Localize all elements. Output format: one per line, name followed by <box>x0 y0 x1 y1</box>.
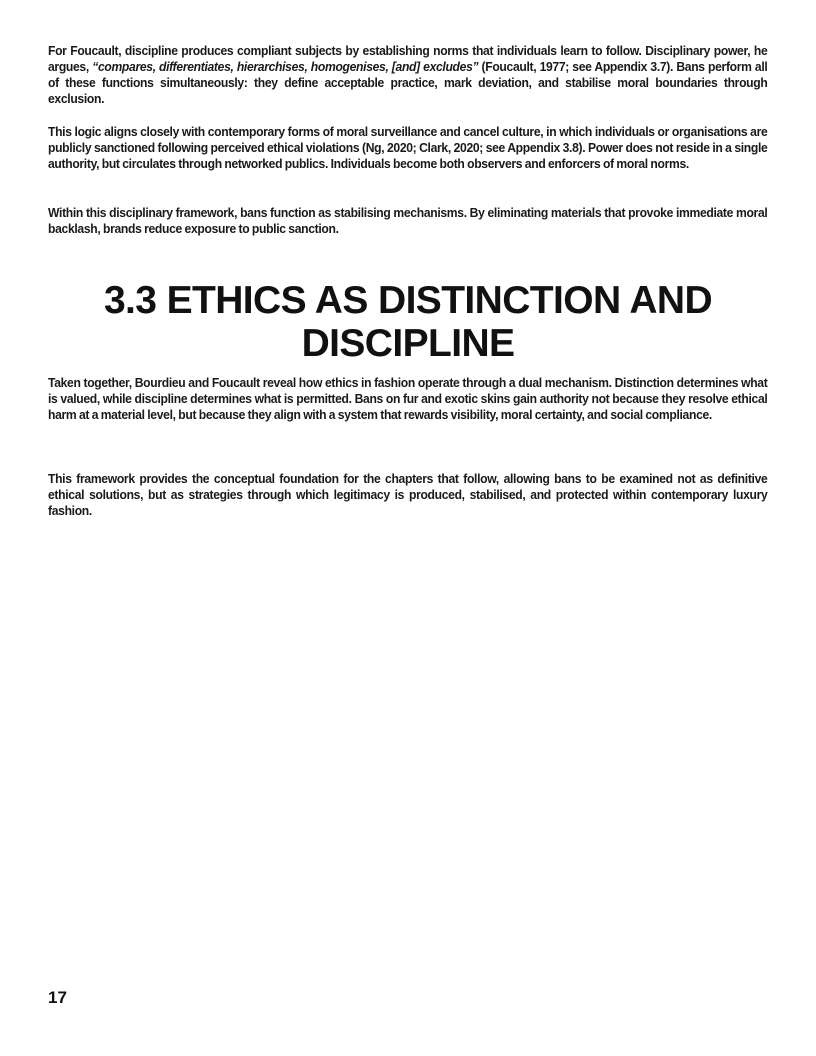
paragraph-conceptual-foundation: This framework provides the conceptual foundation for the chapters that follow, allowing bans to be examined not as definitive ethical solutions, but as strategies through which legitimacy is produced, stabilised, and protected within contemporary luxury fashion. <box>48 471 768 518</box>
paragraph-foucault-discipline <box>48 43 767 107</box>
paragraph-text: For Foucault, discipline produces compliant subjects by establishing norms that individuals learn to follow. Disciplinary power, he argues, <box>48 43 768 74</box>
paragraph-moral-surveillance: This logic aligns closely with contemporary forms of moral surveillance and cancel culture, in which individuals or organisations are publicly sanctioned following perceived ethical violations (Ng, 2020; Clark, 2020; see Appendix 3.8). Power does not reside in a single authority, but circulates through networked publics. Individuals become both observers and enforcers of moral norms. <box>48 124 768 171</box>
page-number: 17 <box>48 988 67 1007</box>
foucault-quote: “compares, differentiates, hierarchises, homogenises, [and] excludes” <box>92 59 479 74</box>
paragraph-disciplinary-framework: Within this disciplinary framework, bans function as stabilising mechanisms. By eliminating materials that provoke immediate moral backlash, brands reduce exposure to public sanction. <box>48 205 768 236</box>
paragraph-text: (Foucault, 1977; see Appendix 3.7). Bans perform all of these functions simultaneously: they define acceptable practice, mark deviation, and stabilise moral boundaries through exclusion. <box>48 59 768 106</box>
paragraph-dual-mechanism: Taken together, Bourdieu and Foucault reveal how ethics in fashion operate through a dual mechanism. Distinction determines what is valued, while discipline determines what is permitted. Bans on fur and exotic skins gain authority not because they resolve ethical harm at a material level, but because they align with a system that rewards visibility, moral certainty, and social compliance. <box>48 375 768 422</box>
section-heading: 3.3 ETHICS AS DISTINCTION AND DISCIPLINE <box>103 279 713 365</box>
